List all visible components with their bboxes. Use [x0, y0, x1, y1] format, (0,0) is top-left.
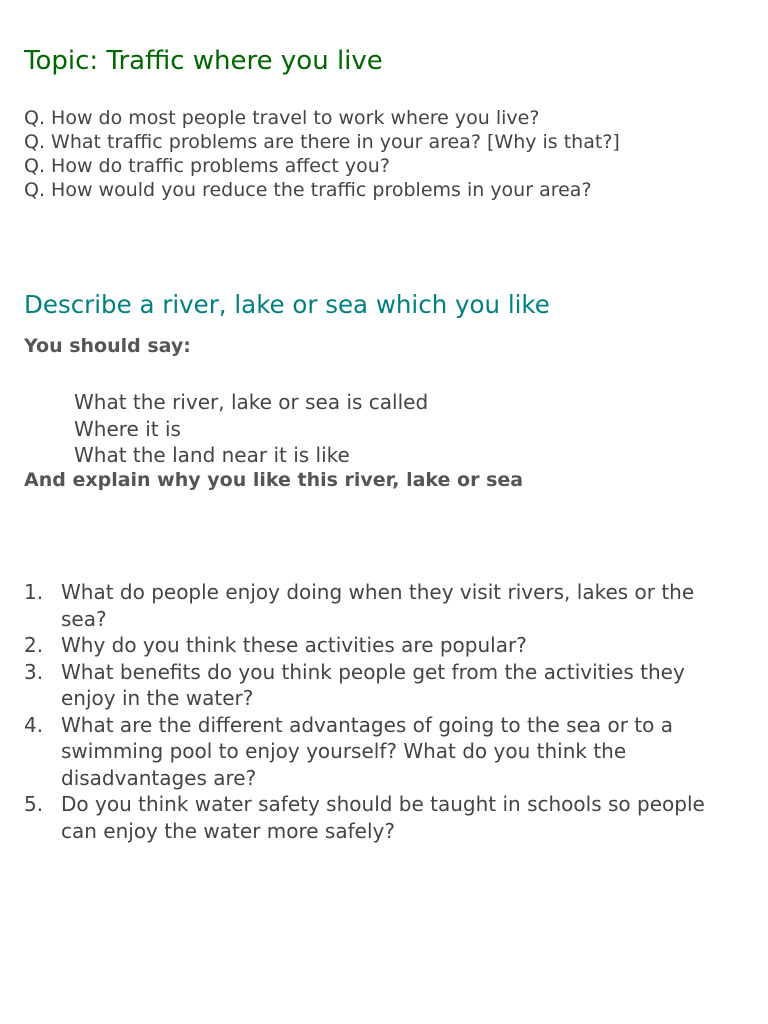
- discussion-question: [24, 791, 724, 844]
- discussion-question: [24, 579, 724, 632]
- should-say-label: You should say:: [24, 335, 191, 357]
- question-text: Do you think water safety should be taught in schools so people can enjoy the water more safely?: [61, 792, 705, 843]
- topic-question: Q. How do traffic problems affect you?: [24, 155, 390, 177]
- question-number: 1.: [24, 580, 44, 604]
- question-text: What are the different advantages of going to the sea or to a swimming pool to enjoy yourself? What do you think the disadvantages are?: [61, 712, 673, 790]
- cue-card-prompt: What the land near it is like: [74, 443, 350, 467]
- topic-question-list: [24, 106, 620, 202]
- discussion-question-list: [24, 579, 724, 844]
- question-number: 4.: [24, 712, 44, 737]
- question-text: What do people enjoy doing when they visit rivers, lakes or the sea?: [61, 580, 695, 631]
- explain-instruction: And explain why you like this river, lake or sea: [24, 469, 524, 491]
- cue-card-prompt: Where it is: [74, 416, 181, 441]
- cue-card-title: Describe a river, lake or sea which you like: [24, 290, 550, 319]
- cue-card-prompt: What the river, lake or sea is called: [74, 390, 429, 414]
- discussion-question: [24, 712, 724, 792]
- topic-question: Q. How would you reduce the traffic problems in your area?: [24, 179, 592, 201]
- question-number: 3.: [24, 659, 44, 684]
- question-number: 2.: [24, 633, 44, 657]
- topic-question: Q. How do most people travel to work where you live?: [24, 107, 540, 129]
- discussion-question: [24, 659, 724, 712]
- topic-question: Q. What traffic problems are there in your area? [Why is that?]: [24, 131, 620, 153]
- question-text: What benefits do you think people get from the activities they enjoy in the water?: [61, 659, 685, 710]
- discussion-question: [24, 632, 724, 659]
- question-text: Why do you think these activities are popular?: [61, 633, 527, 657]
- question-number: 5.: [24, 792, 44, 816]
- cue-card-prompt-list: [74, 389, 428, 469]
- topic-title: Topic: Traffic where you live: [24, 46, 383, 76]
